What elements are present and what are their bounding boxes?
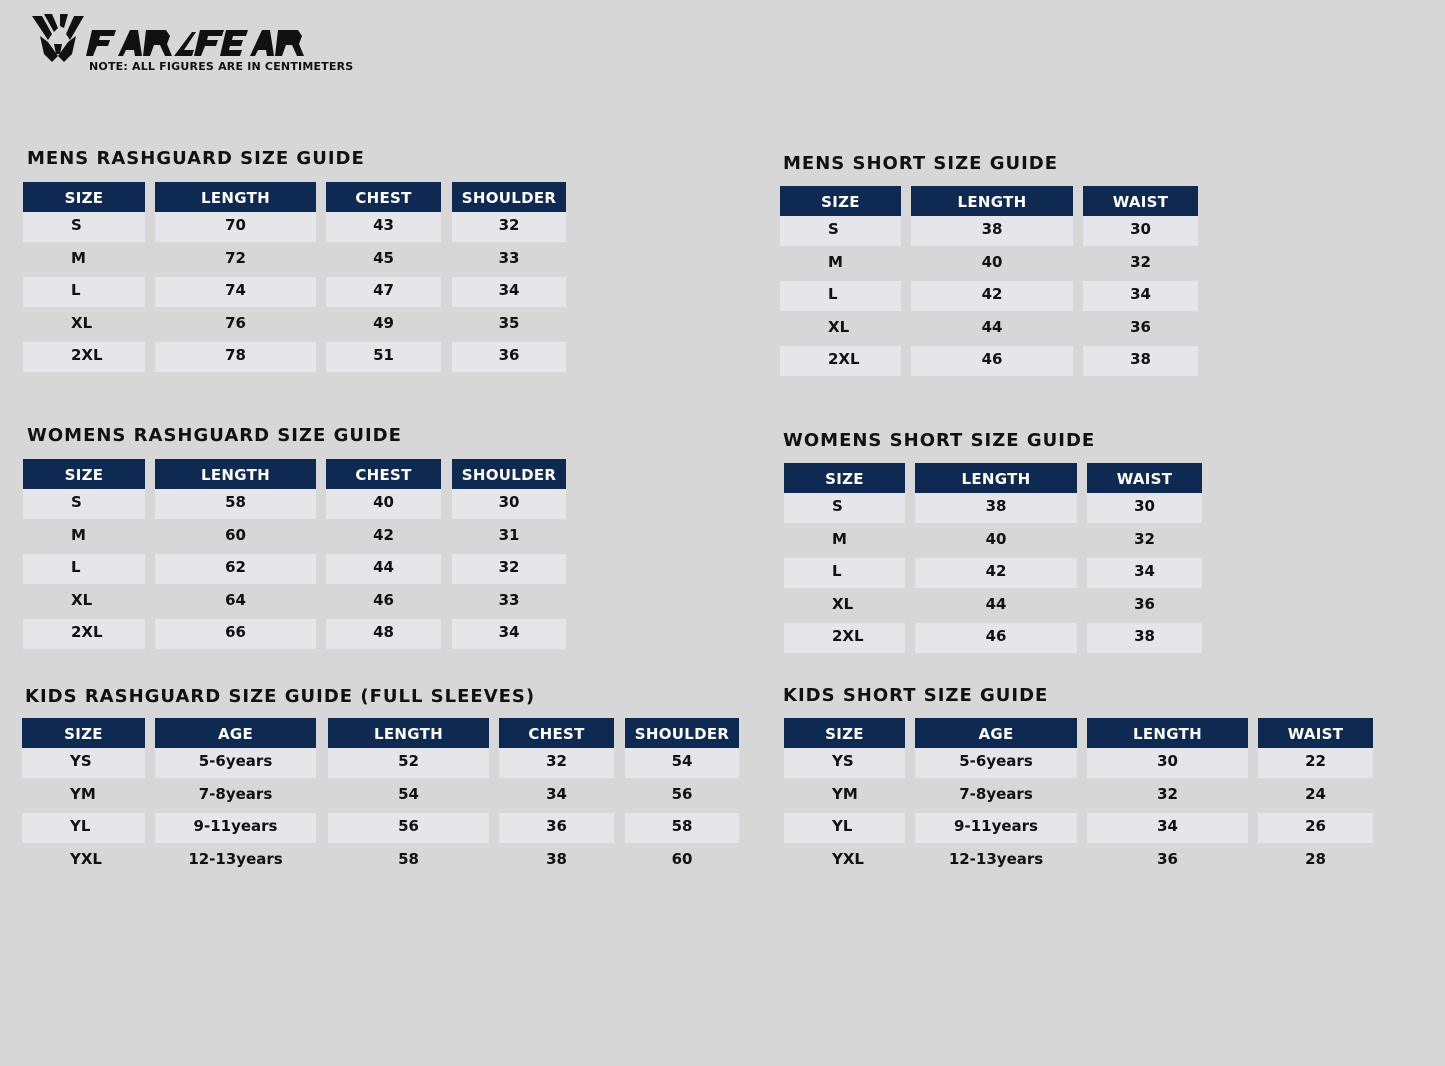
kids-rashguard-header-chest: CHEST — [499, 718, 614, 748]
womens-short-cell: 34 — [1087, 558, 1202, 588]
mens-short-cell: 44 — [981, 317, 1003, 336]
womens-short-cell: 32 — [1134, 529, 1155, 548]
mens-rashguard-cell: M — [71, 248, 86, 267]
womens-rashguard-title: WOMENS RASHGUARD SIZE GUIDE — [27, 425, 402, 446]
kids-short-cell: YL — [784, 813, 905, 843]
mens-rashguard-cell: 36 — [452, 342, 566, 372]
mens-short-cell: 32 — [1130, 252, 1151, 271]
womens-short-cell: XL — [832, 594, 854, 613]
womens-short-header-length: LENGTH — [915, 463, 1077, 493]
kids-rashguard-cell: 52 — [328, 748, 489, 778]
kids-rashguard-title: KIDS RASHGUARD SIZE GUIDE (FULL SLEEVES) — [25, 686, 536, 707]
womens-short-cell: 2XL — [784, 623, 905, 653]
womens-short-cell: 40 — [985, 529, 1007, 548]
mens-rashguard-cell: 45 — [373, 248, 394, 267]
kids-short-title: KIDS SHORT SIZE GUIDE — [783, 685, 1049, 706]
mens-short-cell: 38 — [1083, 346, 1198, 376]
womens-rashguard-cell: 48 — [326, 619, 441, 649]
kids-rashguard-cell: 5-6years — [155, 748, 316, 778]
womens-short-cell: M — [832, 529, 847, 548]
mens-short-cell: 36 — [1130, 317, 1151, 336]
kids-rashguard-cell: YXL — [70, 849, 102, 868]
womens-short-header-waist: WAIST — [1087, 463, 1202, 493]
womens-rashguard-cell: M — [71, 525, 86, 544]
kids-rashguard-cell: YM — [70, 784, 96, 803]
kids-short-header-age: AGE — [915, 718, 1077, 748]
kids-short-header-length: LENGTH — [1087, 718, 1248, 748]
mens-rashguard-header-size: SIZE — [23, 182, 145, 212]
kids-rashguard-header-size: SIZE — [22, 718, 145, 748]
womens-rashguard-cell: 42 — [373, 525, 394, 544]
kids-short-cell: YXL — [832, 849, 864, 868]
mens-short-header-waist: WAIST — [1083, 186, 1198, 216]
mens-rashguard-cell: 70 — [155, 212, 316, 242]
kids-short-cell: 26 — [1258, 813, 1373, 843]
kids-short-cell: 7-8years — [959, 784, 1033, 803]
womens-rashguard-cell: 62 — [155, 554, 316, 584]
mens-short-cell: 42 — [911, 281, 1073, 311]
womens-short-cell: 46 — [915, 623, 1077, 653]
kids-rashguard-cell: YS — [22, 748, 145, 778]
mens-rashguard-header-chest: CHEST — [326, 182, 441, 212]
mens-rashguard-cell: 47 — [326, 277, 441, 307]
mens-rashguard-cell: S — [23, 212, 145, 242]
womens-rashguard-cell: 60 — [225, 525, 246, 544]
kids-rashguard-header-length: LENGTH — [328, 718, 489, 748]
mens-rashguard-cell: 76 — [225, 313, 246, 332]
mens-short-title: MENS SHORT SIZE GUIDE — [783, 153, 1059, 174]
kids-rashguard-cell: YL — [22, 813, 145, 843]
mens-rashguard-cell: 72 — [225, 248, 246, 267]
kids-short-cell: 9-11years — [915, 813, 1077, 843]
mens-rashguard-cell: 35 — [498, 313, 520, 332]
womens-short-cell: 36 — [1134, 594, 1155, 613]
womens-short-cell: L — [784, 558, 905, 588]
kids-rashguard-header-age: AGE — [155, 718, 316, 748]
kids-rashguard-cell: 38 — [546, 849, 567, 868]
mens-short-cell: 38 — [911, 216, 1073, 246]
mens-short-cell: 34 — [1083, 281, 1198, 311]
mens-short-cell: 2XL — [780, 346, 901, 376]
mens-rashguard-header-shoulder: SHOULDER — [452, 182, 566, 212]
womens-rashguard-cell: 46 — [373, 590, 394, 609]
womens-rashguard-cell: 32 — [452, 554, 566, 584]
kids-rashguard-cell: 58 — [625, 813, 739, 843]
kids-rashguard-cell: 12-13years — [188, 849, 283, 868]
womens-rashguard-header-chest: CHEST — [326, 459, 441, 489]
womens-short-cell: 30 — [1087, 493, 1202, 523]
womens-rashguard-cell: 66 — [155, 619, 316, 649]
womens-rashguard-header-length: LENGTH — [155, 459, 316, 489]
mens-rashguard-cell: 33 — [498, 248, 520, 267]
mens-rashguard-cell: 51 — [326, 342, 441, 372]
womens-rashguard-cell: 58 — [155, 489, 316, 519]
kids-rashguard-cell: 56 — [671, 784, 693, 803]
mens-rashguard-cell: 34 — [452, 277, 566, 307]
kids-rashguard-cell: 58 — [398, 849, 419, 868]
kids-rashguard-cell: 32 — [499, 748, 614, 778]
kids-short-cell: 5-6years — [915, 748, 1077, 778]
mens-rashguard-cell: 2XL — [23, 342, 145, 372]
brand-logo — [30, 10, 354, 74]
kids-rashguard-cell: 36 — [499, 813, 614, 843]
mens-short-cell: S — [780, 216, 901, 246]
kids-short-cell: 34 — [1087, 813, 1248, 843]
kids-short-cell: YM — [832, 784, 858, 803]
mens-rashguard-cell: 43 — [326, 212, 441, 242]
kids-short-header-waist: WAIST — [1258, 718, 1373, 748]
mens-short-cell: 46 — [911, 346, 1073, 376]
mens-short-header-length: LENGTH — [911, 186, 1073, 216]
womens-short-cell: 38 — [915, 493, 1077, 523]
womens-rashguard-cell: 31 — [498, 525, 520, 544]
kids-short-cell: 24 — [1305, 784, 1326, 803]
mens-short-cell: XL — [828, 317, 850, 336]
kids-short-cell: 12-13years — [948, 849, 1044, 868]
womens-rashguard-cell: 64 — [225, 590, 246, 609]
womens-rashguard-header-shoulder: SHOULDER — [452, 459, 566, 489]
womens-short-cell: S — [784, 493, 905, 523]
womens-rashguard-cell: S — [23, 489, 145, 519]
womens-short-header-size: SIZE — [784, 463, 905, 493]
womens-rashguard-cell: 44 — [326, 554, 441, 584]
kids-rashguard-cell: 54 — [625, 748, 739, 778]
kids-rashguard-cell: 7-8years — [198, 784, 273, 803]
kids-rashguard-cell: 9-11years — [155, 813, 316, 843]
mens-rashguard-cell: 32 — [452, 212, 566, 242]
mens-rashguard-cell: 78 — [155, 342, 316, 372]
womens-short-cell: 42 — [915, 558, 1077, 588]
womens-rashguard-cell: 33 — [498, 590, 520, 609]
womens-short-title: WOMENS SHORT SIZE GUIDE — [783, 430, 1096, 451]
mens-short-header-size: SIZE — [780, 186, 901, 216]
womens-rashguard-cell: XL — [71, 590, 93, 609]
mens-rashguard-cell: 49 — [373, 313, 394, 332]
womens-rashguard-cell: L — [23, 554, 145, 584]
kids-short-header-size: SIZE — [784, 718, 905, 748]
kids-short-cell: 22 — [1258, 748, 1373, 778]
kids-short-cell: 28 — [1305, 849, 1326, 868]
womens-rashguard-cell: 30 — [452, 489, 566, 519]
womens-rashguard-cell: 40 — [326, 489, 441, 519]
mens-short-cell: 30 — [1083, 216, 1198, 246]
womens-rashguard-header-size: SIZE — [23, 459, 145, 489]
mens-rashguard-title: MENS RASHGUARD SIZE GUIDE — [27, 148, 365, 169]
mens-short-cell: L — [780, 281, 901, 311]
kids-short-cell: YS — [784, 748, 905, 778]
mens-rashguard-cell: L — [23, 277, 145, 307]
kids-short-cell: 36 — [1157, 849, 1178, 868]
far-fear-logo-icon — [30, 10, 310, 62]
kids-rashguard-header-shoulder: SHOULDER — [625, 718, 739, 748]
womens-rashguard-cell: 34 — [452, 619, 566, 649]
kids-rashguard-cell: 56 — [328, 813, 489, 843]
kids-rashguard-cell: 60 — [671, 849, 693, 868]
kids-short-cell: 30 — [1087, 748, 1248, 778]
womens-short-cell: 44 — [985, 594, 1007, 613]
kids-short-cell: 32 — [1157, 784, 1178, 803]
mens-rashguard-cell: XL — [71, 313, 93, 332]
mens-rashguard-cell: 74 — [155, 277, 316, 307]
kids-rashguard-cell: 54 — [398, 784, 419, 803]
mens-short-cell: 40 — [981, 252, 1003, 271]
mens-rashguard-header-length: LENGTH — [155, 182, 316, 212]
kids-rashguard-cell: 34 — [546, 784, 567, 803]
womens-rashguard-cell: 2XL — [23, 619, 145, 649]
womens-short-cell: 38 — [1087, 623, 1202, 653]
mens-short-cell: M — [828, 252, 843, 271]
units-note: NOTE: ALL FIGURES ARE IN CENTIMETERS — [89, 60, 354, 73]
